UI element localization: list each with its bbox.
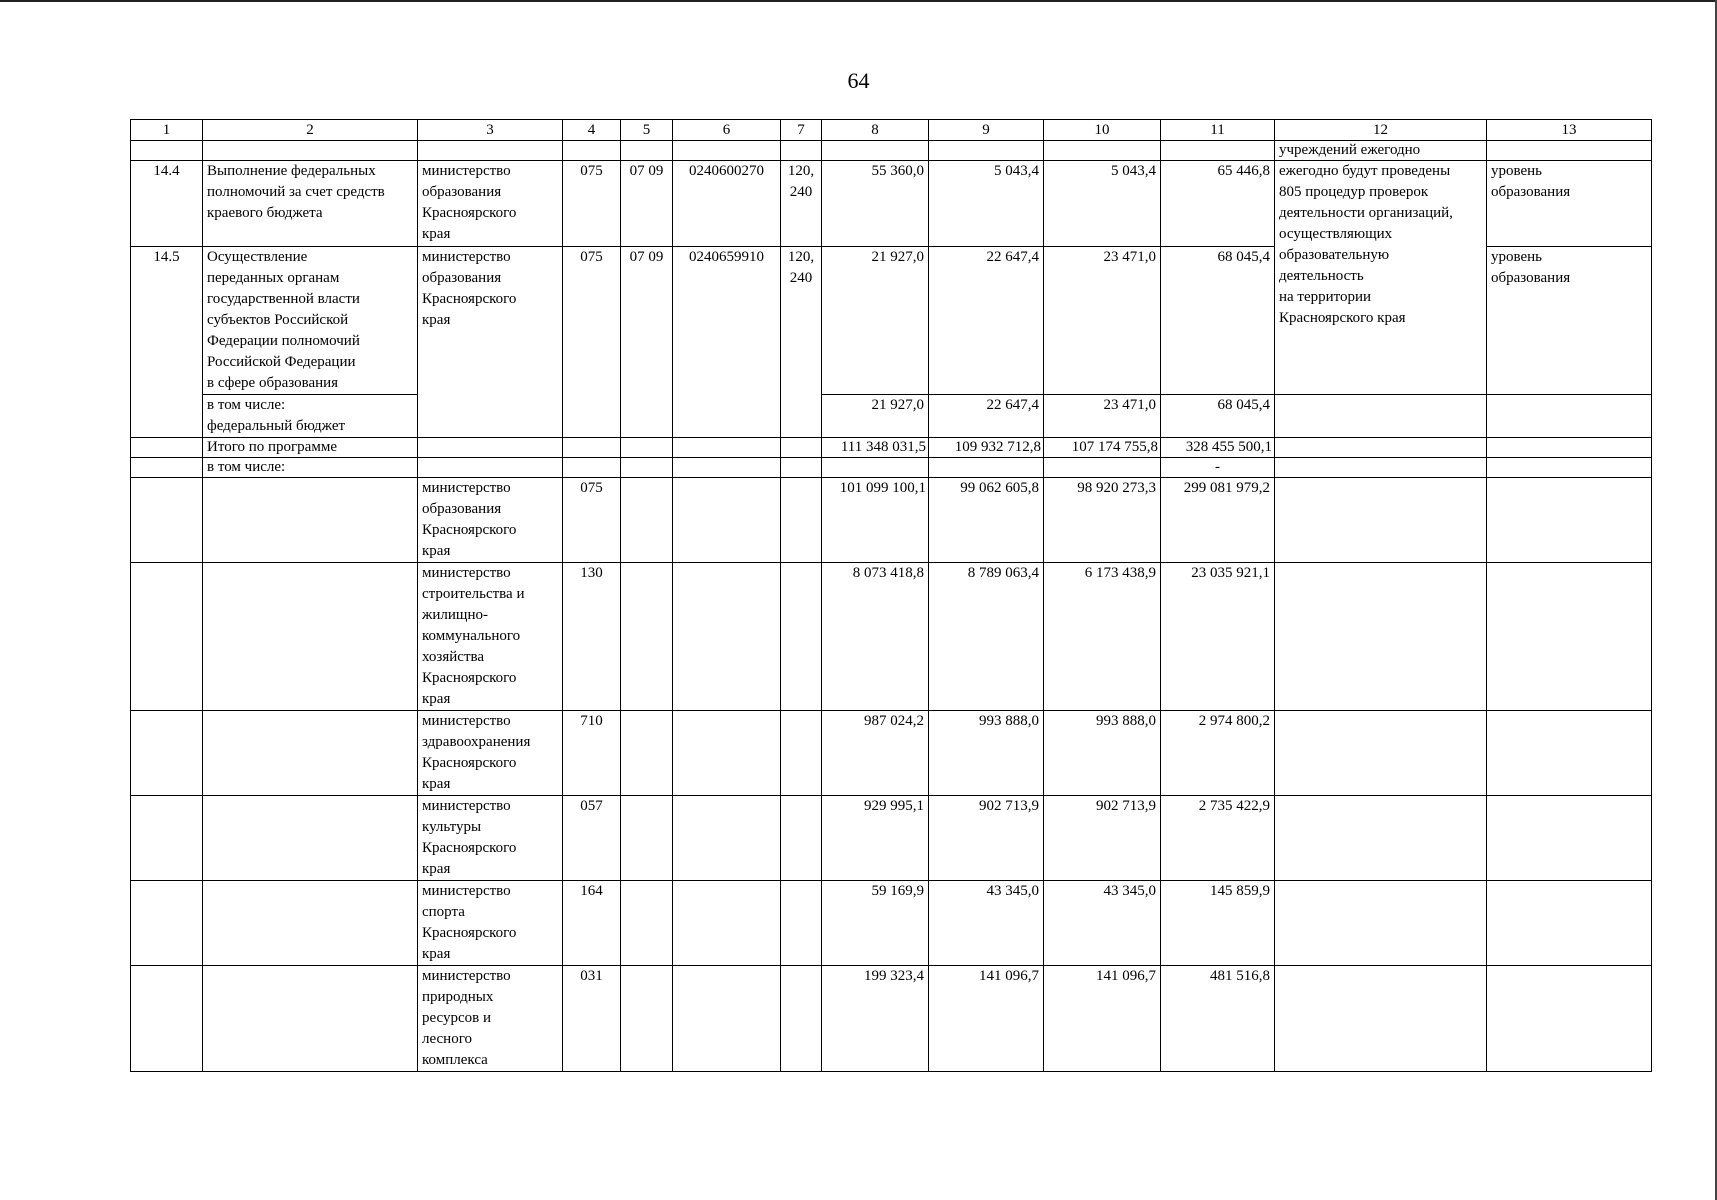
column-number: 12 xyxy=(1275,120,1487,141)
budget-code: 075 xyxy=(563,478,621,563)
activity-name: Осуществление переданных органам государственной власти субъектов Российской Федерации полномочий Российской Федерации в сфере образования xyxy=(203,247,418,395)
amount-year-1: 111 348 031,5 xyxy=(822,438,929,458)
amount-year-1: 199 323,4 xyxy=(822,966,929,1072)
total-label: Итого по программе xyxy=(203,438,418,458)
amount-year-1: 929 995,1 xyxy=(822,796,929,881)
table-row-ministry xyxy=(131,796,1652,881)
budget-code: 164 xyxy=(563,881,621,966)
column-number: 10 xyxy=(1044,120,1161,141)
ministry-name: министерство строительства и жилищно- коммунального хозяйства Красноярского края xyxy=(418,563,563,711)
ministry-name: министерство природных ресурсов и лесного комплекса xyxy=(418,966,563,1072)
amount-year-1: 21 927,0 xyxy=(822,395,929,438)
including-label: в том числе: xyxy=(203,458,418,478)
row-number: 14.5 xyxy=(131,247,203,438)
amount-year-2: 5 043,4 xyxy=(929,161,1044,247)
carry-over-text: учреждений ежегодно xyxy=(1275,141,1487,161)
budget-code: 031 xyxy=(563,966,621,1072)
column-number: 8 xyxy=(822,120,929,141)
amount-year-2: 43 345,0 xyxy=(929,881,1044,966)
expected-result: ежегодно будут проведены 805 процедур проверок деятельности организаций, осуществляющих образовательную деятельность на территории Красноярского края xyxy=(1275,161,1487,395)
scan-top-edge xyxy=(0,0,1717,2)
amount-year-2: 141 096,7 xyxy=(929,966,1044,1072)
amount-total: 299 081 979,2 xyxy=(1161,478,1275,563)
amount-total: 2 735 422,9 xyxy=(1161,796,1275,881)
dash-mark: - xyxy=(1161,458,1275,478)
section-code: 07 09 xyxy=(621,247,673,438)
target-code: 0240600270 xyxy=(673,161,781,247)
column-number: 13 xyxy=(1487,120,1652,141)
amount-total: 68 045,4 xyxy=(1161,395,1275,438)
amount-year-2: 99 062 605,8 xyxy=(929,478,1044,563)
column-number: 5 xyxy=(621,120,673,141)
budget-code: 075 xyxy=(563,247,621,438)
table-row-ministry xyxy=(131,966,1652,1072)
amount-total: 2 974 800,2 xyxy=(1161,711,1275,796)
budget-code: 075 xyxy=(563,161,621,247)
table-row-including xyxy=(131,458,1652,478)
budget-code: 130 xyxy=(563,563,621,711)
amount-total: 23 035 921,1 xyxy=(1161,563,1275,711)
ministry-name: министерство спорта Красноярского края xyxy=(418,881,563,966)
column-number-row xyxy=(131,120,1652,141)
amount-total: 68 045,4 xyxy=(1161,247,1275,395)
carry-over-row xyxy=(131,141,1652,161)
ministry-name: министерство здравоохранения Красноярского края xyxy=(418,711,563,796)
table-row-ministry xyxy=(131,478,1652,563)
target-code: 0240659910 xyxy=(673,247,781,438)
amount-year-1: 21 927,0 xyxy=(822,247,929,395)
table-row-ministry xyxy=(131,881,1652,966)
page-number: 64 xyxy=(847,68,870,93)
amount-year-1: 55 360,0 xyxy=(822,161,929,247)
column-number: 6 xyxy=(673,120,781,141)
amount-year-2: 109 932 712,8 xyxy=(929,438,1044,458)
amount-year-3: 23 471,0 xyxy=(1044,395,1161,438)
ministry-name: министерство культуры Красноярского края xyxy=(418,796,563,881)
amount-year-3: 5 043,4 xyxy=(1044,161,1161,247)
column-number: 7 xyxy=(781,120,822,141)
amount-year-2: 8 789 063,4 xyxy=(929,563,1044,711)
amount-total: 328 455 500,1 xyxy=(1161,438,1275,458)
column-number: 11 xyxy=(1161,120,1275,141)
table-row-ministry xyxy=(131,563,1652,711)
amount-year-3: 6 173 438,9 xyxy=(1044,563,1161,711)
budget-code: 710 xyxy=(563,711,621,796)
amount-year-2: 22 647,4 xyxy=(929,247,1044,395)
amount-year-1: 101 099 100,1 xyxy=(822,478,929,563)
amount-year-3: 141 096,7 xyxy=(1044,966,1161,1072)
amount-year-2: 993 888,0 xyxy=(929,711,1044,796)
activity-name: Выполнение федеральных полномочий за счет средств краевого бюджета xyxy=(203,161,418,247)
table-row-ministry xyxy=(131,711,1652,796)
result-level: уровень образования xyxy=(1487,247,1652,395)
amount-year-3: 98 920 273,3 xyxy=(1044,478,1161,563)
column-number: 4 xyxy=(563,120,621,141)
amount-year-3: 902 713,9 xyxy=(1044,796,1161,881)
table-row-14-4 xyxy=(131,161,1652,247)
section-code: 07 09 xyxy=(621,161,673,247)
amount-total: 481 516,8 xyxy=(1161,966,1275,1072)
amount-total: 65 446,8 xyxy=(1161,161,1275,247)
amount-year-3: 23 471,0 xyxy=(1044,247,1161,395)
ministry-name: министерство образования Красноярского края xyxy=(418,161,563,247)
row-number: 14.4 xyxy=(131,161,203,247)
amount-year-2: 902 713,9 xyxy=(929,796,1044,881)
budget-code: 057 xyxy=(563,796,621,881)
funding-source-label: в том числе: федеральный бюджет xyxy=(203,395,418,438)
amount-year-1: 987 024,2 xyxy=(822,711,929,796)
expense-type: 120, 240 xyxy=(781,161,822,247)
expense-type: 120, 240 xyxy=(781,247,822,438)
amount-year-3: 43 345,0 xyxy=(1044,881,1161,966)
column-number: 2 xyxy=(203,120,418,141)
budget-table xyxy=(130,119,1652,1072)
column-number: 1 xyxy=(131,120,203,141)
table-row-federal-budget xyxy=(131,395,1652,438)
column-number: 9 xyxy=(929,120,1044,141)
table-row-program-total xyxy=(131,438,1652,458)
amount-year-1: 59 169,9 xyxy=(822,881,929,966)
ministry-name: министерство образования Красноярского края xyxy=(418,478,563,563)
amount-year-3: 107 174 755,8 xyxy=(1044,438,1161,458)
amount-total: 145 859,9 xyxy=(1161,881,1275,966)
amount-year-3: 993 888,0 xyxy=(1044,711,1161,796)
ministry-name: министерство образования Красноярского края xyxy=(418,247,563,438)
result-level: уровень образования xyxy=(1487,161,1652,247)
amount-year-1: 8 073 418,8 xyxy=(822,563,929,711)
amount-year-2: 22 647,4 xyxy=(929,395,1044,438)
column-number: 3 xyxy=(418,120,563,141)
